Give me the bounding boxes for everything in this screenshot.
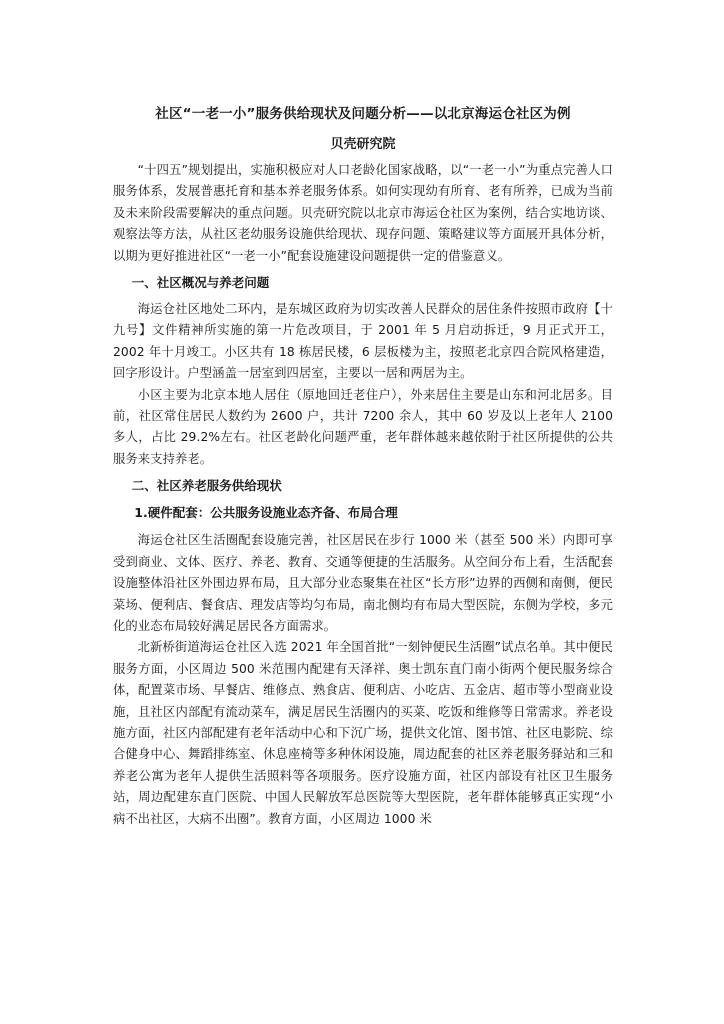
section-2-paragraph-2: 北新桥街道海运仓社区入选 2021 年全国首批“一刻钟便民生活圈”试点名单。其中便民服务方面，小区周边 500 米范围内配建有天泽祥、奥士凯东直门南小街两个便民服务综合体，配置菜市场、早餐店、维修点、熟食店、便利店、小吃店、五金店、超市等小型商业设施，且社区内部配有流动菜车，满足居民生活圈内的买菜、吃饭和维修等日常需求。养老设施方面，社区内部配建有老年活动中心和下沉广场，提供文化馆、图书馆、社区电影院、综合健身中心、舞蹈排练室、休息座椅等多种休闲设施，周边配套的社区养老服务驿站和三和养老公寓为老年人提供生活照料等各项服务。医疗设施方面，社区内部设有社区卫生服务站，周边配建东直门医院、中国人民解放军总医院等大型医院，老年群体能够真正实现“小病不出社区，大病不出圈”。教育方面，小区周边 1000 米: [113, 640, 613, 826]
document-title: 社区“一老一小”服务供给现状及问题分析——以北京海运仓社区为例: [155, 106, 571, 122]
section-1-paragraph-1: 海运仓社区地处二环内，是东城区政府为切实改善人民群众的居住条件按照市政府【十九号】文件精神所实施的第一片危改项目，于 2001 年 5 月启动拆迁，9 月正式开工，2002 年十月竣工。小区共有 18 栋居民楼，6 层板楼为主，按照老北京四合院风格建造，回字形设计。户型涵盖一居室到四居室，主要以一居和两居为主。: [113, 302, 613, 381]
document-author: 贝壳研究院: [330, 137, 396, 152]
section-2-sub-1-heading: 1.硬件配套：公共服务设施业态齐备、布局合理: [134, 505, 398, 521]
document-body: [113, 103, 613, 830]
section-1-heading: 一、社区概况与养老问题: [131, 275, 270, 291]
section-2-paragraph-1: 海运仓社区生活圈配套设施完善，社区居民在步行 1000 米（甚至 500 米）内即可享受到商业、文体、医疗、养老、教育、交通等便捷的生活服务。从空间分布上看，生活配套设施整体沿社区外围边界布局，且大部分业态聚集在社区“长方形”边界的西侧和南侧，便民菜场、便利店、餐食店、理发店等均匀布局，南北侧均有布局大型医院，东侧为学校，多元化的业态布局较好满足居民各方面需求。: [113, 533, 613, 633]
section-1-paragraph-2: 小区主要为北京本地人居住（原地回迁老住户），外来居住主要是山东和河北居多。目前，社区常住居民人数约为 2600 户，共计 7200 余人，其中 60 岁及以上老年人 2100 多人，占比 29.2%左右。社区老龄化问题严重，老年群体越来越依附于社区所提供的公共服务来支持养老。: [113, 387, 613, 466]
intro-paragraph: “十四五”规划提出，实施积极应对人口老龄化国家战略，以“一老一小”为重点完善人口服务体系，发展普惠托育和基本养老服务体系。如何实现幼有所育、老有所养，已成为当前及未来阶段需要解决的重点问题。贝壳研究院以北京市海运仓社区为案例，结合实地访谈、观察法等方法，从社区老幼服务设施供给现状、现存问题、策略建议等方面展开具体分析，以期为更好推进社区“一老一小”配套设施建设问题提供一定的借鉴意义。: [113, 163, 613, 263]
section-2-heading: 二、社区养老服务供给现状: [131, 478, 282, 494]
